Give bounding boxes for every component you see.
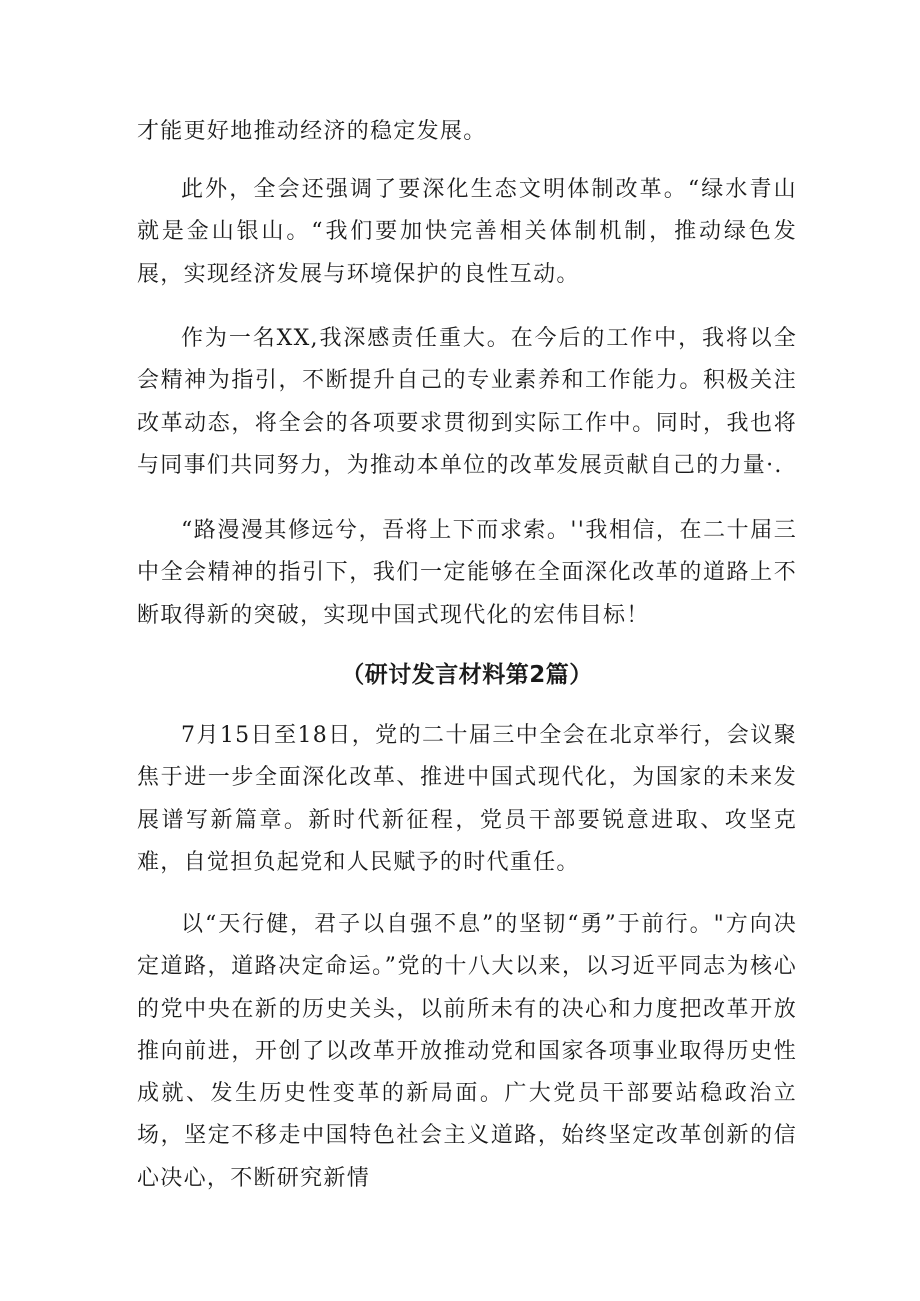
paragraph-continuation: 才能更好地推动经济的稳定发展。 — [137, 119, 487, 144]
section-heading: （研讨发言材料第2篇） — [341, 662, 593, 688]
paragraph-courage: 以“天行健，君子以自强不息”的坚韧“勇”于前行。"方向决定道路，道路决定命运。”党的十八大以来，以习近平同志为核心的党中央在新的历史关头，以前所未有的决心和力度把改革开放推向前进，开创了以改革开放推动党和国家各项事业取得历史性成就、发生历史性变革的新局面。广大党员干部要站稳政治立场，坚定不移走中国特色社会主义道路，始终坚定改革创新的信心决心，不断研究新情 — [137, 912, 797, 1191]
paragraph-personal-commitment: 作为一名XX,我深感责任重大。在今后的工作中，我将以全会精神为指引，不断提升自己的专业素养和工作能力。积极关注改革动态，将全会的各项要求贯彻到实际工作中。同时，我也将与同事们共同努力，为推动本单位的改革发展贡献自己的力量·. — [137, 326, 797, 478]
paragraph-plenum-intro: 7月15日至18日，党的二十届三中全会在北京举行，会议聚焦于进一步全面深化改革、推进中国式现代化，为国家的未来发展谱写新篇章。新时代新征程，党员干部要锐意进取、攻坚克难，自觉担负起党和人民赋予的时代重任。 — [137, 723, 797, 875]
paragraph-ecology-reform: 此外，全会还强调了要深化生态文明体制改革。“绿水青山就是金山银山。“我们要加快完善相关体制机制，推动绿色发展，实现经济发展与环境保护的良性互动。 — [137, 177, 797, 287]
paragraph-closing-quote: “路漫漫其修远兮，吾将上下而求索。''我相信，在二十届三中全会精神的指引下，我们一定能够在全面深化改革的道路上不断取得新的突破，实现中国式现代化的宏伟目标！ — [137, 518, 797, 628]
